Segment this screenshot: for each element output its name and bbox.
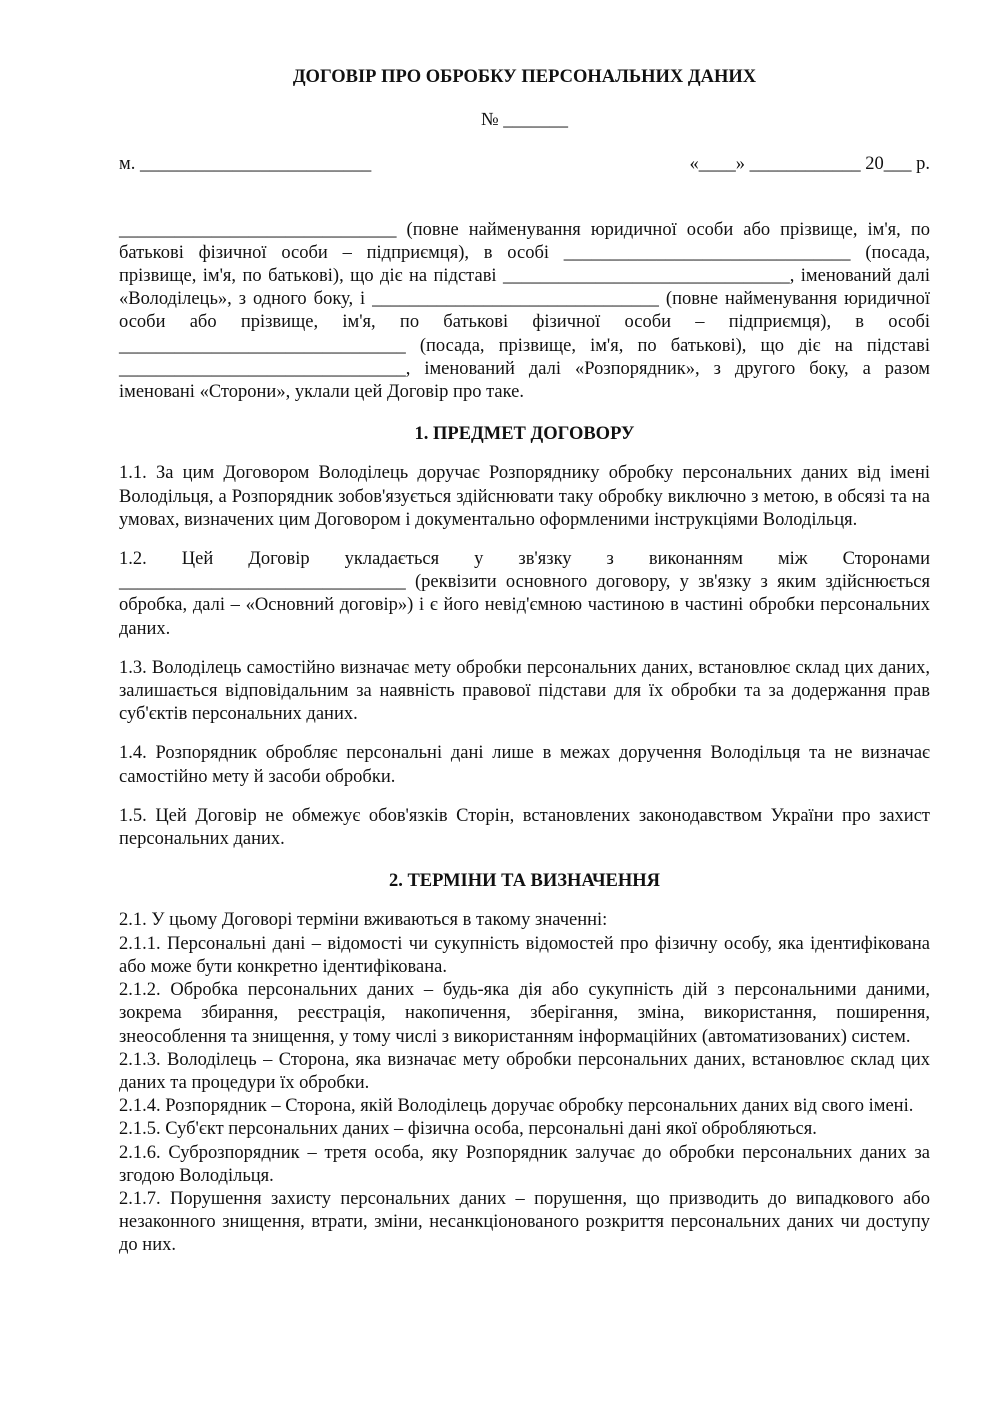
clause-2-1-1: 2.1.1. Персональні дані – відомості чи сукупність відомостей про фізичну особу, яка ідентифікована або може бути конкретно ідентифікована. [119,933,930,977]
clause-2-1-3: 2.1.3. Володілець – Сторона, яка визначає мету обробки персональних даних, встановлює склад цих даних та процедури їх обробки. [119,1049,930,1093]
clause-2-1-2: 2.1.2. Обробка персональних даних – будь-яка дія або сукупність дій з персональними даними, зокрема збирання, реєстрація, накопичення, зберігання, зміна, використання, поширення, знеособлення та знищення, у тому числі з використанням інформаційних (автоматизованих) систем. [119,980,930,1047]
clause-2-1: 2.1. У цьому Договорі терміни вживаються в такому значенні: [119,910,608,931]
date-field: «____» ____________ 20___ р. [689,154,930,175]
clause-1-2: 1.2. Цей Договір укладається у зв'язку з виконанням між Сторонами _______________________________ (реквізити основного договору, у зв'язку з яким здійснюється обробка, далі – «Основний договір») і є його невід'ємною частиною в частині обробки персональних даних. [119,549,930,639]
intro-paragraph: ______________________________ (повне найменування юридичної особи або прізвище, ім'я, по батькові фізичної особи – підприємця), в особі _______________________________ (посада, прізвище, ім'я, по батькові), що діє на підставі _______________________________, іменований далі «Володілець», з одного боку, і _______________________________ (повне найменування юридичної особи або прізвище, ім'я, по батькові фізичної особи – підприємця), в особі _______________________________ (посада, прізвище, ім'я, по батькові), що діє на підставі _______________________________, іменований далі «Розпорядник», з другого боку, а разом іменовані «Сторони», уклали цей Договір про таке. [119,219,930,403]
clause-2-1-4: 2.1.4. Розпорядник – Сторона, якій Володілець доручає обробку персональних даних від свого імені. [119,1096,914,1117]
clause-1-3: 1.3. Володілець самостійно визначає мету обробки персональних даних, встановлює склад цих даних, залишається відповідальним за наявність правової підстави для їх обробки та за додержання прав суб'єктів персональних даних. [119,657,930,725]
clause-2-1-6: 2.1.6. Суброзпорядник – третя особа, яку Розпорядник залучає до обробки персональних даних за згодою Володільця. [119,1142,930,1186]
city-field: м. _________________________ [119,154,372,175]
clause-1-4: 1.4. Розпорядник обробляє персональні дані лише в межах доручення Володільця та не визначає самостійно мету й засоби обробки. [119,743,930,787]
clause-2-1-5: 2.1.5. Суб'єкт персональних даних – фізична особа, персональні дані якої обробляються. [119,1119,817,1140]
section-1-title: 1. ПРЕДМЕТ ДОГОВОРУ [414,424,635,445]
clause-1-5: 1.5. Цей Договір не обмежує обов'язків Сторін, встановлених законодавством України про захист персональних даних. [119,805,930,850]
clause-2-1-7: 2.1.7. Порушення захисту персональних даних – порушення, що призводить до випадкового або незаконного знищення, втрати, зміни, несанкціонованого розкриття персональних даних чи доступу до них. [119,1188,930,1256]
document-title: ДОГОВІР ПРО ОБРОБКУ ПЕРСОНАЛЬНИХ ДАНИХ [292,67,757,87]
section-2-title: 2. ТЕРМІНИ ТА ВИЗНАЧЕННЯ [388,871,661,892]
contract-number: № _______ [480,110,569,131]
clause-1-1: 1.1. За цим Договором Володілець доручає Розпоряднику обробку персональних даних від імені Володільця, а Розпорядник зобов'язується здійснювати таку обробку виключно з метою, в обсязі та на умовах, визначених цим Договором і документально оформленими інструкціями Володільця. [119,463,930,530]
place-date-row [119,153,930,176]
